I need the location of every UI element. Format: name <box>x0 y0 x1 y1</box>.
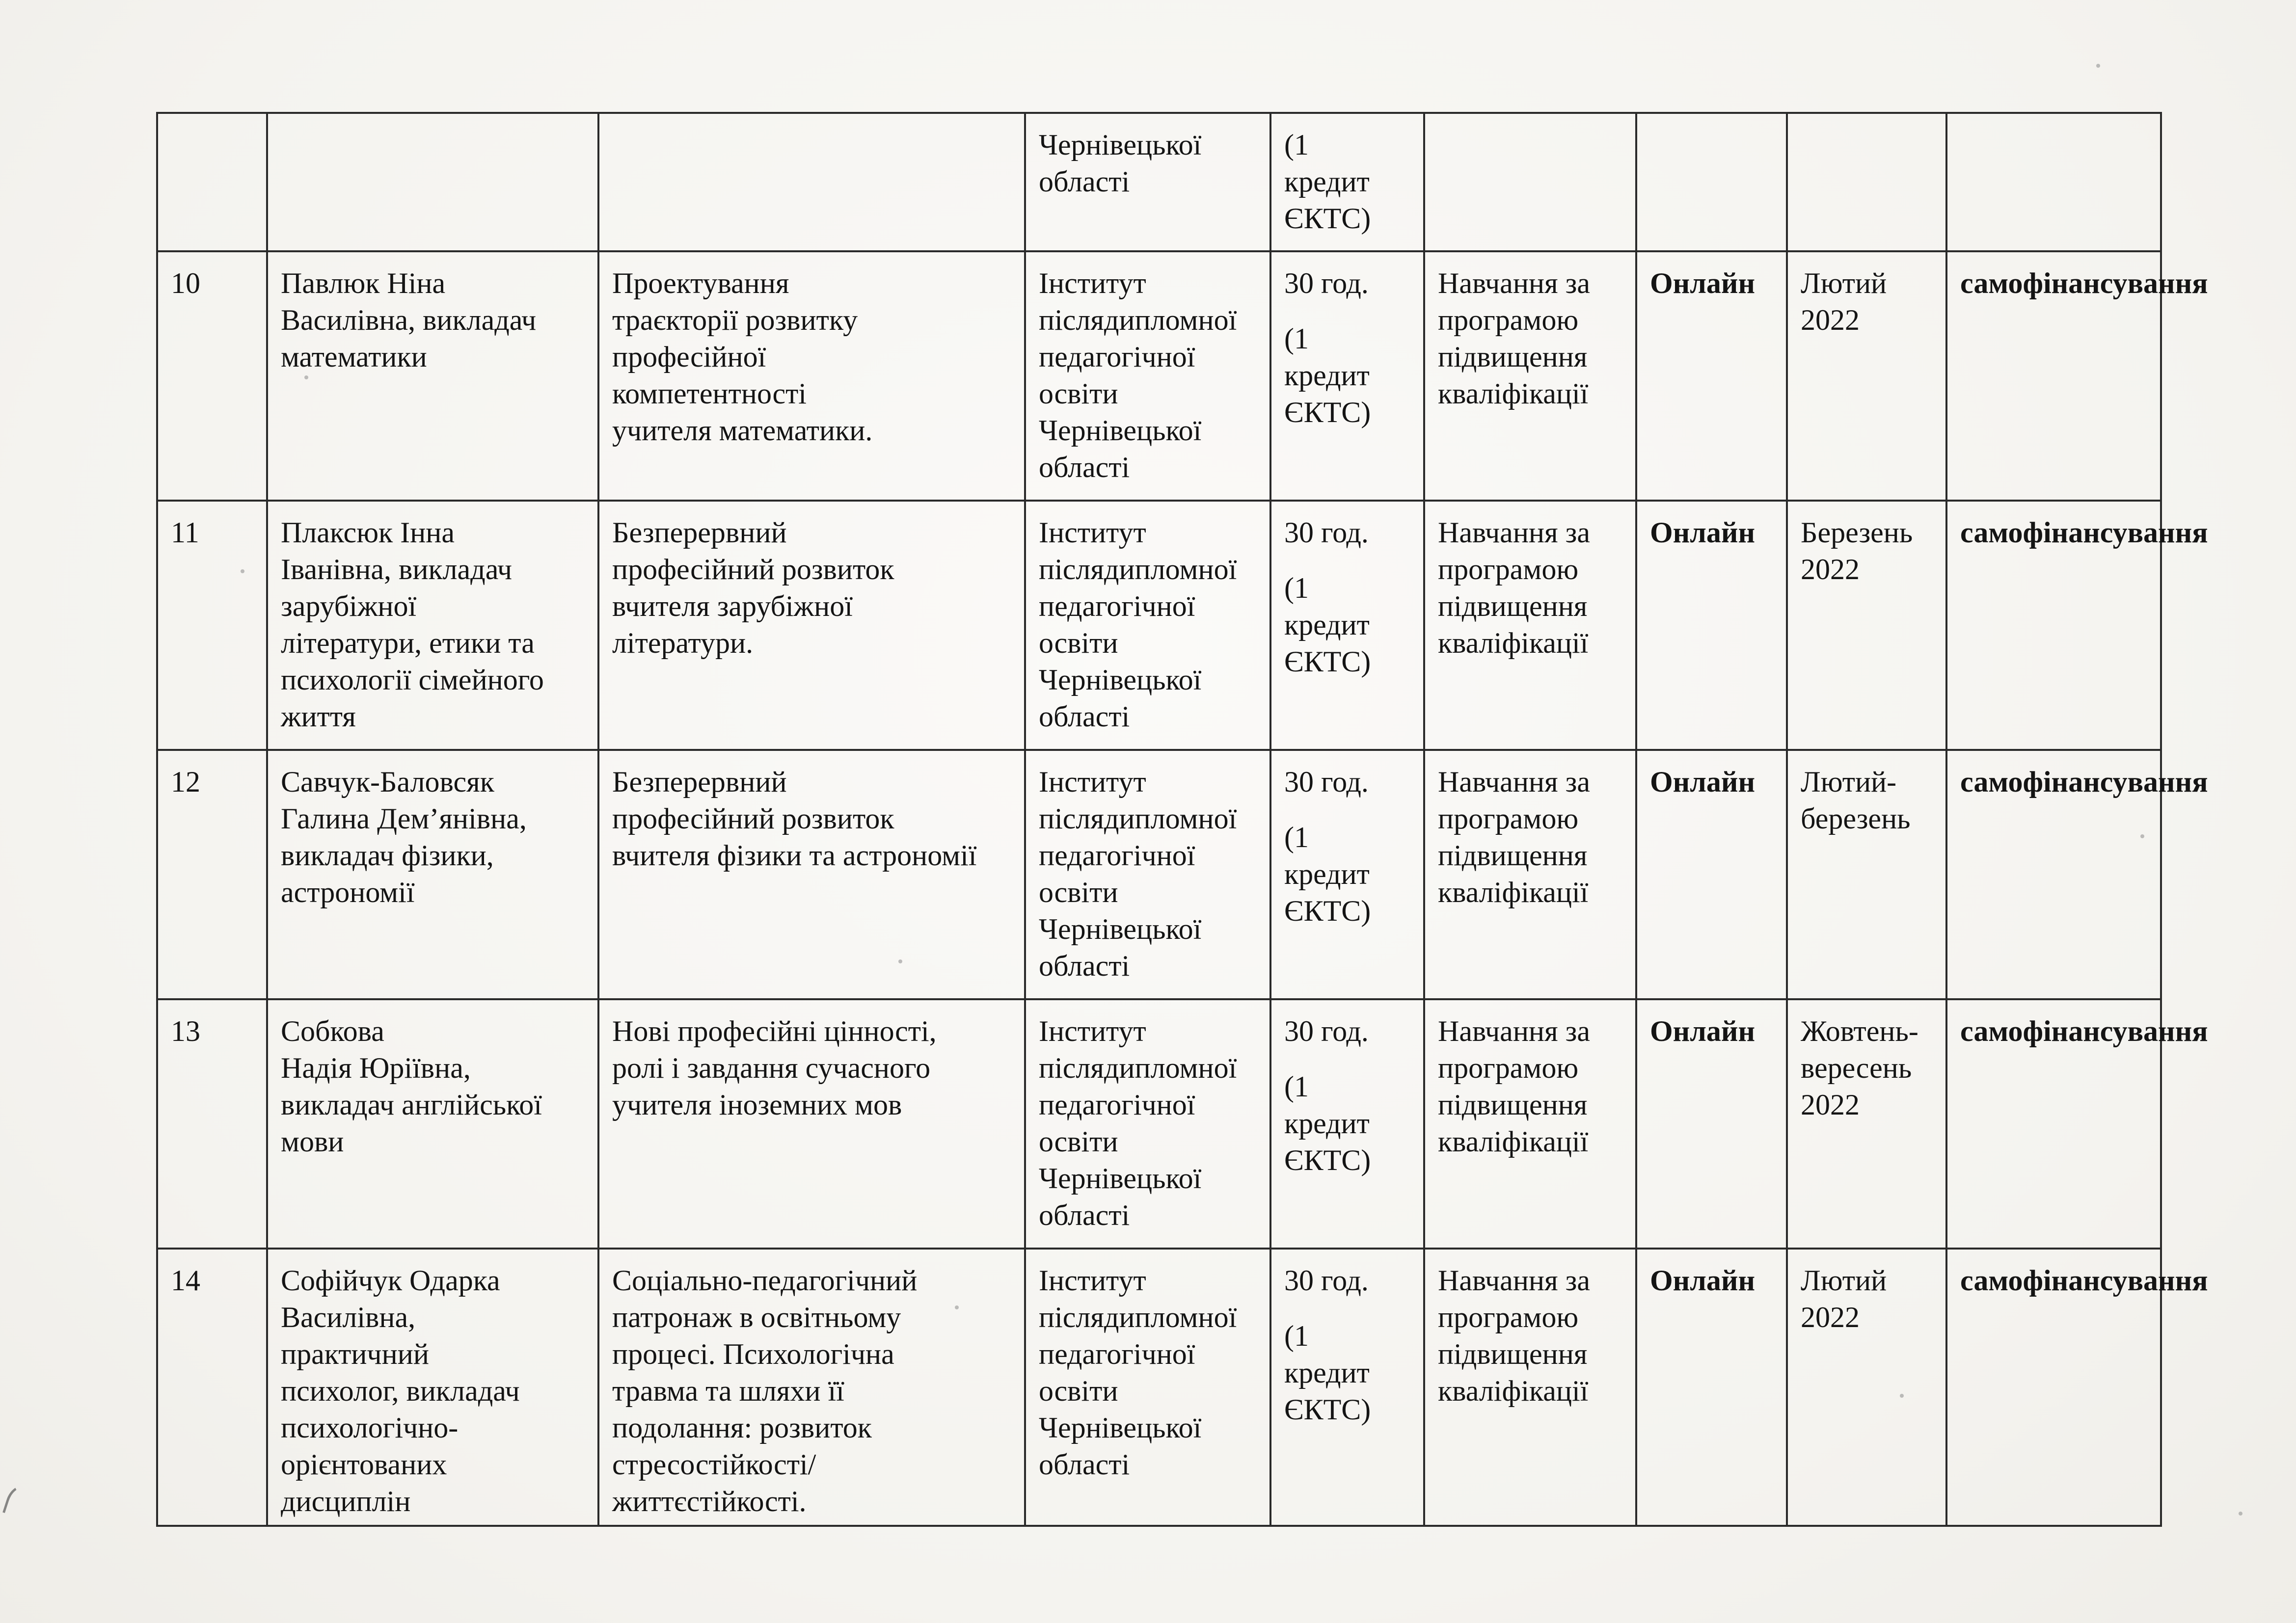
form-line: Навчання за <box>1438 1264 1590 1297</box>
name-line: Надія Юріївна, <box>281 1052 471 1084</box>
term-line: Лютий <box>1801 267 1887 299</box>
institution-line: післядипломної <box>1039 304 1237 336</box>
hours-value: 30 год. <box>1284 516 1369 549</box>
form-line: Навчання за <box>1438 1015 1590 1047</box>
credit-line: кредит <box>1284 165 1370 198</box>
credit-line: кредит <box>1284 609 1370 641</box>
cell-funding <box>1946 750 2208 999</box>
credit-line: ЄКТС) <box>1284 895 1371 927</box>
institution-line: післядипломної <box>1039 802 1237 835</box>
institution-line: освіти <box>1039 377 1118 410</box>
topic-line: Нові професійні цінності, <box>612 1015 937 1047</box>
name-line: практичний <box>281 1338 429 1370</box>
name-line: викладач англійської <box>281 1089 542 1121</box>
form-line: підвищення <box>1438 1338 1588 1370</box>
cell-funding <box>1946 251 2208 501</box>
cell-name <box>267 1249 598 1526</box>
name-line: орієнтованих <box>281 1448 447 1481</box>
cell-number <box>157 251 267 501</box>
name-line: Василівна, викладач <box>281 304 537 336</box>
topic-line: вчителя фізики та астрономії <box>612 839 977 872</box>
name-line: психолог, викладач <box>281 1375 520 1407</box>
cell-form <box>1424 251 1636 501</box>
table-row <box>157 999 2161 1249</box>
topic-line: життєстійкості. <box>612 1485 807 1517</box>
term-line: 2022 <box>1801 1301 1860 1333</box>
name-line: Павлюк Ніна <box>281 267 446 299</box>
name-line: зарубіжної <box>281 590 417 622</box>
cell-topic <box>598 999 1025 1249</box>
cell-institution <box>1025 999 1270 1249</box>
institution-line: області <box>1039 1199 1130 1231</box>
mode-value: Онлайн <box>1650 516 1756 549</box>
cell-topic <box>598 1249 1025 1526</box>
scan-speck <box>304 375 308 379</box>
row-number: 11 <box>171 516 199 549</box>
credit-line: (1 <box>1284 322 1309 355</box>
name-line: Галина Дем’янівна, <box>281 802 527 835</box>
cell-form <box>1424 999 1636 1249</box>
cell-topic <box>598 251 1025 501</box>
name-line: викладач фізики, <box>281 839 494 872</box>
hours-gap <box>1284 1050 1412 1068</box>
cell-form <box>1424 750 1636 999</box>
institution-line: Чернівецької <box>1039 1162 1202 1195</box>
scan-speck <box>2140 834 2144 838</box>
cell-hours <box>1270 113 1424 251</box>
name-line: психологічно- <box>281 1411 459 1444</box>
institution-line: Інститут <box>1039 1264 1146 1297</box>
name-line: Василівна, <box>281 1301 416 1333</box>
institution-line: Інститут <box>1039 766 1146 798</box>
scan-speck <box>898 959 902 963</box>
form-line: підвищення <box>1438 1089 1588 1121</box>
form-line: кваліфікації <box>1438 627 1589 659</box>
row-number: 13 <box>171 1015 200 1047</box>
topic-line: стресостійкості/ <box>612 1448 816 1481</box>
cell-form <box>1424 501 1636 750</box>
cell-mode <box>1636 999 1787 1249</box>
institution-line: післядипломної <box>1039 1301 1237 1333</box>
cell-mode <box>1636 1249 1787 1526</box>
cell-topic <box>598 501 1025 750</box>
cell-name <box>267 999 598 1249</box>
funding-value: самофінансування <box>1960 1015 2208 1047</box>
form-line: програмою <box>1438 802 1579 835</box>
institution-line: післядипломної <box>1039 1052 1237 1084</box>
cell-topic <box>598 113 1025 251</box>
institution-line: області <box>1039 700 1130 733</box>
topic-line: подолання: розвиток <box>612 1411 872 1444</box>
institution-line: педагогічної <box>1039 341 1195 373</box>
credit-line: (1 <box>1284 821 1309 853</box>
cell-hours <box>1270 501 1424 750</box>
row-number: 14 <box>171 1264 200 1297</box>
row-number: 10 <box>171 267 200 299</box>
cell-name <box>267 750 598 999</box>
cell-number <box>157 1249 267 1526</box>
name-line: психології сімейного <box>281 664 544 696</box>
form-line: підвищення <box>1438 341 1588 373</box>
hours-value: 30 год. <box>1284 1264 1369 1297</box>
cell-mode <box>1636 750 1787 999</box>
topic-line: учителя іноземних мов <box>612 1089 902 1121</box>
form-line: кваліфікації <box>1438 876 1589 908</box>
topic-line: професійний розвиток <box>612 553 894 585</box>
term-line: вересень <box>1801 1052 1912 1084</box>
institution-line: педагогічної <box>1039 1089 1195 1121</box>
topic-line: Соціально-педагогічний <box>612 1264 918 1297</box>
hours-gap <box>1284 302 1412 320</box>
cell-number <box>157 113 267 251</box>
hours-value: 30 год. <box>1284 267 1369 299</box>
form-line: програмою <box>1438 304 1579 336</box>
funding-value: самофінансування <box>1960 516 2208 549</box>
credit-line: ЄКТС) <box>1284 1144 1371 1176</box>
hours-value: 30 год. <box>1284 1015 1369 1047</box>
cell-hours <box>1270 1249 1424 1526</box>
cell-name <box>267 251 598 501</box>
institution-line: Чернівецької <box>1039 414 1202 447</box>
name-line: Собкова <box>281 1015 384 1047</box>
credit-line: (1 <box>1284 1320 1309 1352</box>
cell-name <box>267 113 598 251</box>
scan-speck <box>1900 1394 1904 1398</box>
topic-line: вчителя зарубіжної <box>612 590 853 622</box>
cell-term <box>1787 501 1946 750</box>
cell-term <box>1787 999 1946 1249</box>
form-line: підвищення <box>1438 839 1588 872</box>
scan-speck <box>2239 1512 2242 1516</box>
form-line: Навчання за <box>1438 267 1590 299</box>
hours-gap <box>1284 551 1412 570</box>
topic-line: Проектування <box>612 267 789 299</box>
institution-line: освіти <box>1039 1125 1118 1158</box>
institution-line: післядипломної <box>1039 553 1237 585</box>
cell-term <box>1787 251 1946 501</box>
cell-funding <box>1946 501 2208 750</box>
institution-line: освіти <box>1039 627 1118 659</box>
funding-value: самофінансування <box>1960 1264 2208 1297</box>
form-line: Навчання за <box>1438 766 1590 798</box>
form-line: кваліфікації <box>1438 1375 1589 1407</box>
form-line: програмою <box>1438 1052 1579 1084</box>
training-plan-table <box>156 112 2208 1527</box>
institution-line: області <box>1039 1448 1130 1481</box>
cell-hours <box>1270 750 1424 999</box>
topic-line: професійний розвиток <box>612 802 894 835</box>
institution-line: педагогічної <box>1039 839 1195 872</box>
credit-line: кредит <box>1284 1357 1370 1389</box>
credit-line: (1 <box>1284 572 1309 604</box>
term-line: Жовтень- <box>1801 1015 1918 1047</box>
credit-line: ЄКТС) <box>1284 645 1371 678</box>
cell-term <box>1787 113 1946 251</box>
topic-line: Безперервний <box>612 766 787 798</box>
cell-institution <box>1025 501 1270 750</box>
form-line: програмою <box>1438 1301 1579 1333</box>
cell-institution <box>1025 750 1270 999</box>
cell-funding <box>1946 113 2161 251</box>
table-row <box>157 251 2161 501</box>
mode-value: Онлайн <box>1650 1264 1756 1297</box>
name-line: Савчук-Баловсяк <box>281 766 494 798</box>
name-line: Плаксюк Інна <box>281 516 455 549</box>
table-row <box>157 1249 2161 1526</box>
mode-value: Онлайн <box>1650 1015 1756 1047</box>
institution-line: Інститут <box>1039 267 1146 299</box>
name-line: астрономії <box>281 876 415 908</box>
cell-form <box>1424 113 1636 251</box>
institution-line: педагогічної <box>1039 590 1195 622</box>
funding-value: самофінансування <box>1960 267 2208 299</box>
institution-line: Чернівецької <box>1039 129 1202 161</box>
name-line: дисциплін <box>281 1485 411 1517</box>
topic-line: процесі. Психологічна <box>612 1338 894 1370</box>
cell-mode <box>1636 113 1787 251</box>
term-line: 2022 <box>1801 1089 1860 1121</box>
term-line: Березень <box>1801 516 1913 549</box>
cell-topic <box>598 750 1025 999</box>
name-line: літератури, етики та <box>281 627 535 659</box>
term-line: 2022 <box>1801 553 1860 585</box>
credit-line: (1 <box>1284 129 1309 161</box>
scan-speck <box>955 1305 959 1309</box>
funding-value: самофінансування <box>1960 766 2208 798</box>
institution-line: Інститут <box>1039 516 1146 549</box>
institution-line: педагогічної <box>1039 1338 1195 1370</box>
institution-line: Чернівецької <box>1039 664 1202 696</box>
name-line: Софійчук Одарка <box>281 1264 500 1297</box>
cell-number <box>157 501 267 750</box>
topic-line: учителя математики. <box>612 414 873 447</box>
cell-mode <box>1636 501 1787 750</box>
mode-value: Онлайн <box>1650 267 1756 299</box>
topic-line: траєкторії розвитку <box>612 304 858 336</box>
credit-line: (1 <box>1284 1070 1309 1103</box>
topic-line: компетентності <box>612 377 807 410</box>
term-line: 2022 <box>1801 304 1860 336</box>
form-line: кваліфікації <box>1438 1125 1589 1158</box>
institution-line: області <box>1039 165 1130 198</box>
mode-value: Онлайн <box>1650 766 1756 798</box>
row-number: 12 <box>171 766 200 798</box>
topic-line: професійної <box>612 341 766 373</box>
topic-line: травма та шляхи її <box>612 1375 844 1407</box>
form-line: кваліфікації <box>1438 377 1589 410</box>
term-line: березень <box>1801 802 1911 835</box>
cell-number <box>157 750 267 999</box>
cell-institution <box>1025 113 1270 251</box>
scan-speck <box>241 569 244 573</box>
cell-institution <box>1025 1249 1270 1526</box>
cell-hours <box>1270 999 1424 1249</box>
institution-line: освіти <box>1039 876 1118 908</box>
hours-value: 30 год. <box>1284 766 1369 798</box>
topic-line: Безперервний <box>612 516 787 549</box>
term-line: Лютий <box>1801 1264 1887 1297</box>
name-line: життя <box>281 700 356 733</box>
cell-funding <box>1946 999 2208 1249</box>
institution-line: Чернівецької <box>1039 1411 1202 1444</box>
topic-line: літератури. <box>612 627 754 659</box>
cell-term <box>1787 1249 1946 1526</box>
topic-line: ролі і завдання сучасного <box>612 1052 931 1084</box>
table-row <box>157 501 2161 750</box>
term-line: Лютий- <box>1801 766 1897 798</box>
topic-line: патронаж в освітньому <box>612 1301 901 1333</box>
name-line: математики <box>281 341 427 373</box>
institution-line: освіти <box>1039 1375 1118 1407</box>
cell-institution <box>1025 251 1270 501</box>
cell-name <box>267 501 598 750</box>
form-line: Навчання за <box>1438 516 1590 549</box>
form-line: програмою <box>1438 553 1579 585</box>
credit-line: кредит <box>1284 359 1370 392</box>
name-line: мови <box>281 1125 344 1158</box>
institution-line: Чернівецької <box>1039 913 1202 945</box>
credit-line: кредит <box>1284 858 1370 890</box>
cell-mode <box>1636 251 1787 501</box>
cell-number <box>157 999 267 1249</box>
cell-term <box>1787 750 1946 999</box>
hours-gap <box>1284 800 1412 819</box>
credit-line: ЄКТС) <box>1284 202 1371 235</box>
institution-line: області <box>1039 950 1130 982</box>
cell-form <box>1424 1249 1636 1526</box>
hours-gap <box>1284 1299 1412 1318</box>
scan-speck <box>2096 64 2100 68</box>
credit-line: ЄКТС) <box>1284 1393 1371 1426</box>
table-row <box>157 750 2161 999</box>
institution-line: області <box>1039 451 1130 483</box>
institution-line: Інститут <box>1039 1015 1146 1047</box>
name-line: Іванівна, викладач <box>281 553 513 585</box>
credit-line: ЄКТС) <box>1284 396 1371 428</box>
credit-line: кредит <box>1284 1107 1370 1140</box>
cell-funding <box>1946 1249 2208 1526</box>
cell-hours <box>1270 251 1424 501</box>
table-row-continuation <box>157 113 2161 251</box>
form-line: підвищення <box>1438 590 1588 622</box>
